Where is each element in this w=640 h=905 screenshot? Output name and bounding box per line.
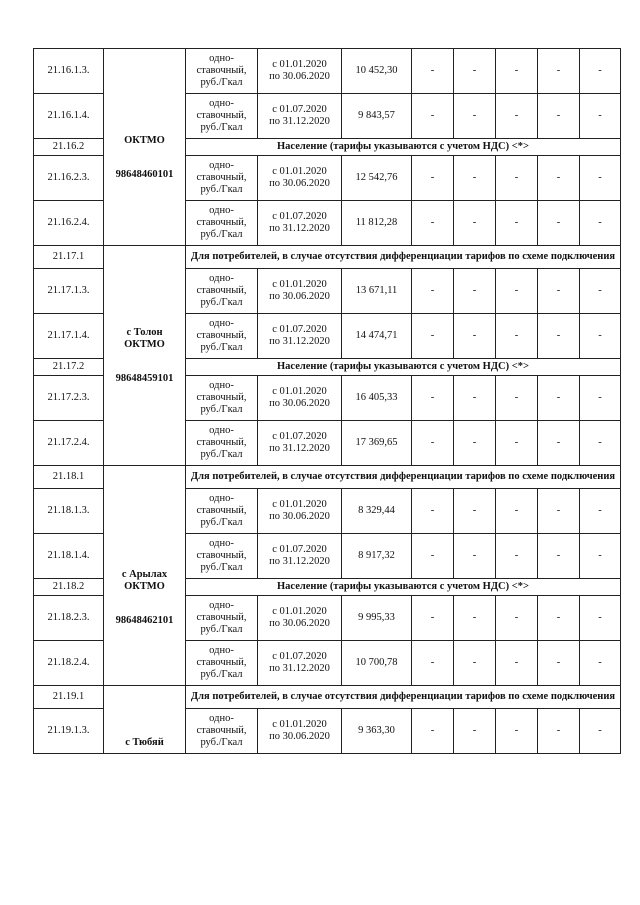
empty-cell: - [412, 641, 454, 686]
oktmo-label: ОКТМО [124, 135, 165, 146]
empty-cell: - [454, 201, 496, 246]
empty-cell: - [496, 314, 538, 359]
section-header: Население (тарифы указываются с учетом НДС) <*> [186, 579, 621, 596]
tariff-unit: одно- ставочный, руб./Гкал [186, 596, 258, 641]
empty-cell: - [496, 94, 538, 139]
tariff-period: с 01.01.2020 по 30.06.2020 [258, 156, 342, 201]
table-row [34, 49, 621, 94]
row-code: 21.17.1 [34, 246, 104, 269]
empty-cell: - [580, 49, 621, 94]
empty-cell: - [580, 314, 621, 359]
section-header: Население (тарифы указываются с учетом НДС) <*> [186, 359, 621, 376]
empty-cell: - [412, 269, 454, 314]
tariff-unit: одно- ставочный, руб./Гкал [186, 94, 258, 139]
row-code: 21.17.2.4. [34, 421, 104, 466]
tariff-period: с 01.07.2020 по 31.12.2020 [258, 201, 342, 246]
row-code: 21.18.1.4. [34, 534, 104, 579]
tariff-period: с 01.01.2020 по 30.06.2020 [258, 709, 342, 754]
tariff-period: с 01.01.2020 по 30.06.2020 [258, 269, 342, 314]
empty-cell: - [454, 94, 496, 139]
empty-cell: - [496, 201, 538, 246]
tariff-period: с 01.07.2020 по 31.12.2020 [258, 421, 342, 466]
tariff-value: 14 474,71 [342, 314, 412, 359]
empty-cell: - [496, 156, 538, 201]
tariff-period: с 01.07.2020 по 31.12.2020 [258, 314, 342, 359]
empty-cell: - [538, 534, 580, 579]
empty-cell: - [412, 314, 454, 359]
tariff-unit: одно- ставочный, руб./Гкал [186, 489, 258, 534]
tariff-period: с 01.07.2020 по 31.12.2020 [258, 641, 342, 686]
row-code: 21.18.2 [34, 579, 104, 596]
empty-cell: - [538, 596, 580, 641]
row-code: 21.19.1.3. [34, 709, 104, 754]
empty-cell: - [580, 156, 621, 201]
empty-cell: - [412, 596, 454, 641]
tariff-period: с 01.07.2020 по 31.12.2020 [258, 534, 342, 579]
table-row [34, 686, 621, 709]
tariff-value: 8 917,32 [342, 534, 412, 579]
settlement-name: с Толон [126, 326, 163, 338]
row-code: 21.17.1.3. [34, 269, 104, 314]
settlement-cell [104, 686, 186, 754]
empty-cell: - [580, 709, 621, 754]
tariff-value: 9 363,30 [342, 709, 412, 754]
tariff-value: 10 700,78 [342, 641, 412, 686]
row-code: 21.16.2.4. [34, 201, 104, 246]
empty-cell: - [412, 709, 454, 754]
empty-cell: - [496, 489, 538, 534]
tariff-unit: одно- ставочный, руб./Гкал [186, 269, 258, 314]
oktmo-code: 98648462101 [115, 614, 174, 626]
row-code: 21.18.1.3. [34, 489, 104, 534]
tariff-value: 11 812,28 [342, 201, 412, 246]
empty-cell: - [538, 641, 580, 686]
section-header: Для потребителей, в случае отсутствия дифференциации тарифов по схеме подключения [186, 466, 621, 489]
empty-cell: - [580, 596, 621, 641]
tariff-value: 12 542,76 [342, 156, 412, 201]
tariff-unit: одно- ставочный, руб./Гкал [186, 376, 258, 421]
empty-cell: - [580, 269, 621, 314]
empty-cell: - [454, 269, 496, 314]
row-code: 21.17.1.4. [34, 314, 104, 359]
row-code: 21.18.2.3. [34, 596, 104, 641]
tariff-value: 13 671,11 [342, 269, 412, 314]
tariff-table [33, 48, 621, 754]
empty-cell: - [412, 201, 454, 246]
empty-cell: - [580, 641, 621, 686]
empty-cell: - [538, 314, 580, 359]
row-code: 21.16.2.3. [34, 156, 104, 201]
empty-cell: - [412, 534, 454, 579]
empty-cell: - [454, 489, 496, 534]
empty-cell: - [496, 709, 538, 754]
tariff-value: 9 843,57 [342, 94, 412, 139]
settlement-cell [104, 49, 186, 246]
tariff-period: с 01.01.2020 по 30.06.2020 [258, 376, 342, 421]
tariff-unit: одно- ставочный, руб./Гкал [186, 49, 258, 94]
empty-cell: - [496, 534, 538, 579]
tariff-value: 9 995,33 [342, 596, 412, 641]
empty-cell: - [538, 49, 580, 94]
empty-cell: - [496, 421, 538, 466]
empty-cell: - [538, 709, 580, 754]
tariff-value: 10 452,30 [342, 49, 412, 94]
empty-cell: - [580, 421, 621, 466]
empty-cell: - [496, 49, 538, 94]
row-code: 21.18.2.4. [34, 641, 104, 686]
empty-cell: - [412, 94, 454, 139]
row-code: 21.17.2 [34, 359, 104, 376]
empty-cell: - [580, 489, 621, 534]
section-header: Для потребителей, в случае отсутствия дифференциации тарифов по схеме подключения [186, 246, 621, 269]
empty-cell: - [580, 376, 621, 421]
tariff-period: с 01.07.2020 по 31.12.2020 [258, 94, 342, 139]
settlement-name: с Арылах [121, 568, 168, 580]
settlement-name: с Тюбяй [125, 737, 164, 748]
empty-cell: - [412, 49, 454, 94]
empty-cell: - [412, 421, 454, 466]
tariff-unit: одно- ставочный, руб./Гкал [186, 641, 258, 686]
tariff-period: с 01.01.2020 по 30.06.2020 [258, 49, 342, 94]
oktmo-code: 98648460101 [115, 169, 174, 180]
table-row [34, 466, 621, 489]
empty-cell: - [454, 596, 496, 641]
tariff-value: 8 329,44 [342, 489, 412, 534]
tariff-period: с 01.01.2020 по 30.06.2020 [258, 489, 342, 534]
empty-cell: - [496, 269, 538, 314]
empty-cell: - [454, 534, 496, 579]
empty-cell: - [538, 489, 580, 534]
empty-cell: - [454, 156, 496, 201]
row-code: 21.17.2.3. [34, 376, 104, 421]
empty-cell: - [580, 534, 621, 579]
tariff-value: 17 369,65 [342, 421, 412, 466]
empty-cell: - [412, 376, 454, 421]
empty-cell: - [496, 596, 538, 641]
empty-cell: - [412, 489, 454, 534]
settlement-cell [104, 246, 186, 466]
tariff-period: с 01.01.2020 по 30.06.2020 [258, 596, 342, 641]
empty-cell: - [454, 421, 496, 466]
empty-cell: - [580, 94, 621, 139]
tariff-unit: одно- ставочный, руб./Гкал [186, 709, 258, 754]
section-header: Население (тарифы указываются с учетом НДС) <*> [186, 139, 621, 156]
row-code: 21.18.1 [34, 466, 104, 489]
tariff-unit: одно- ставочный, руб./Гкал [186, 314, 258, 359]
empty-cell: - [580, 201, 621, 246]
row-code: 21.16.1.4. [34, 94, 104, 139]
tariff-unit: одно- ставочный, руб./Гкал [186, 201, 258, 246]
oktmo-label: ОКТМО [124, 580, 165, 592]
oktmo-label: ОКТМО [124, 338, 165, 350]
empty-cell: - [538, 156, 580, 201]
oktmo-code: 98648459101 [115, 372, 174, 384]
settlement-cell [104, 466, 186, 686]
empty-cell: - [538, 269, 580, 314]
tariff-unit: одно- ставочный, руб./Гкал [186, 421, 258, 466]
empty-cell: - [496, 376, 538, 421]
row-code: 21.19.1 [34, 686, 104, 709]
empty-cell: - [454, 641, 496, 686]
row-code: 21.16.1.3. [34, 49, 104, 94]
table-row [34, 246, 621, 269]
empty-cell: - [538, 376, 580, 421]
tariff-value: 16 405,33 [342, 376, 412, 421]
empty-cell: - [454, 709, 496, 754]
empty-cell: - [454, 376, 496, 421]
tariff-unit: одно- ставочный, руб./Гкал [186, 534, 258, 579]
tariff-unit: одно- ставочный, руб./Гкал [186, 156, 258, 201]
empty-cell: - [538, 94, 580, 139]
section-header: Для потребителей, в случае отсутствия дифференциации тарифов по схеме подключения [186, 686, 621, 709]
empty-cell: - [412, 156, 454, 201]
empty-cell: - [496, 641, 538, 686]
empty-cell: - [454, 49, 496, 94]
empty-cell: - [538, 421, 580, 466]
empty-cell: - [538, 201, 580, 246]
empty-cell: - [454, 314, 496, 359]
row-code: 21.16.2 [34, 139, 104, 156]
